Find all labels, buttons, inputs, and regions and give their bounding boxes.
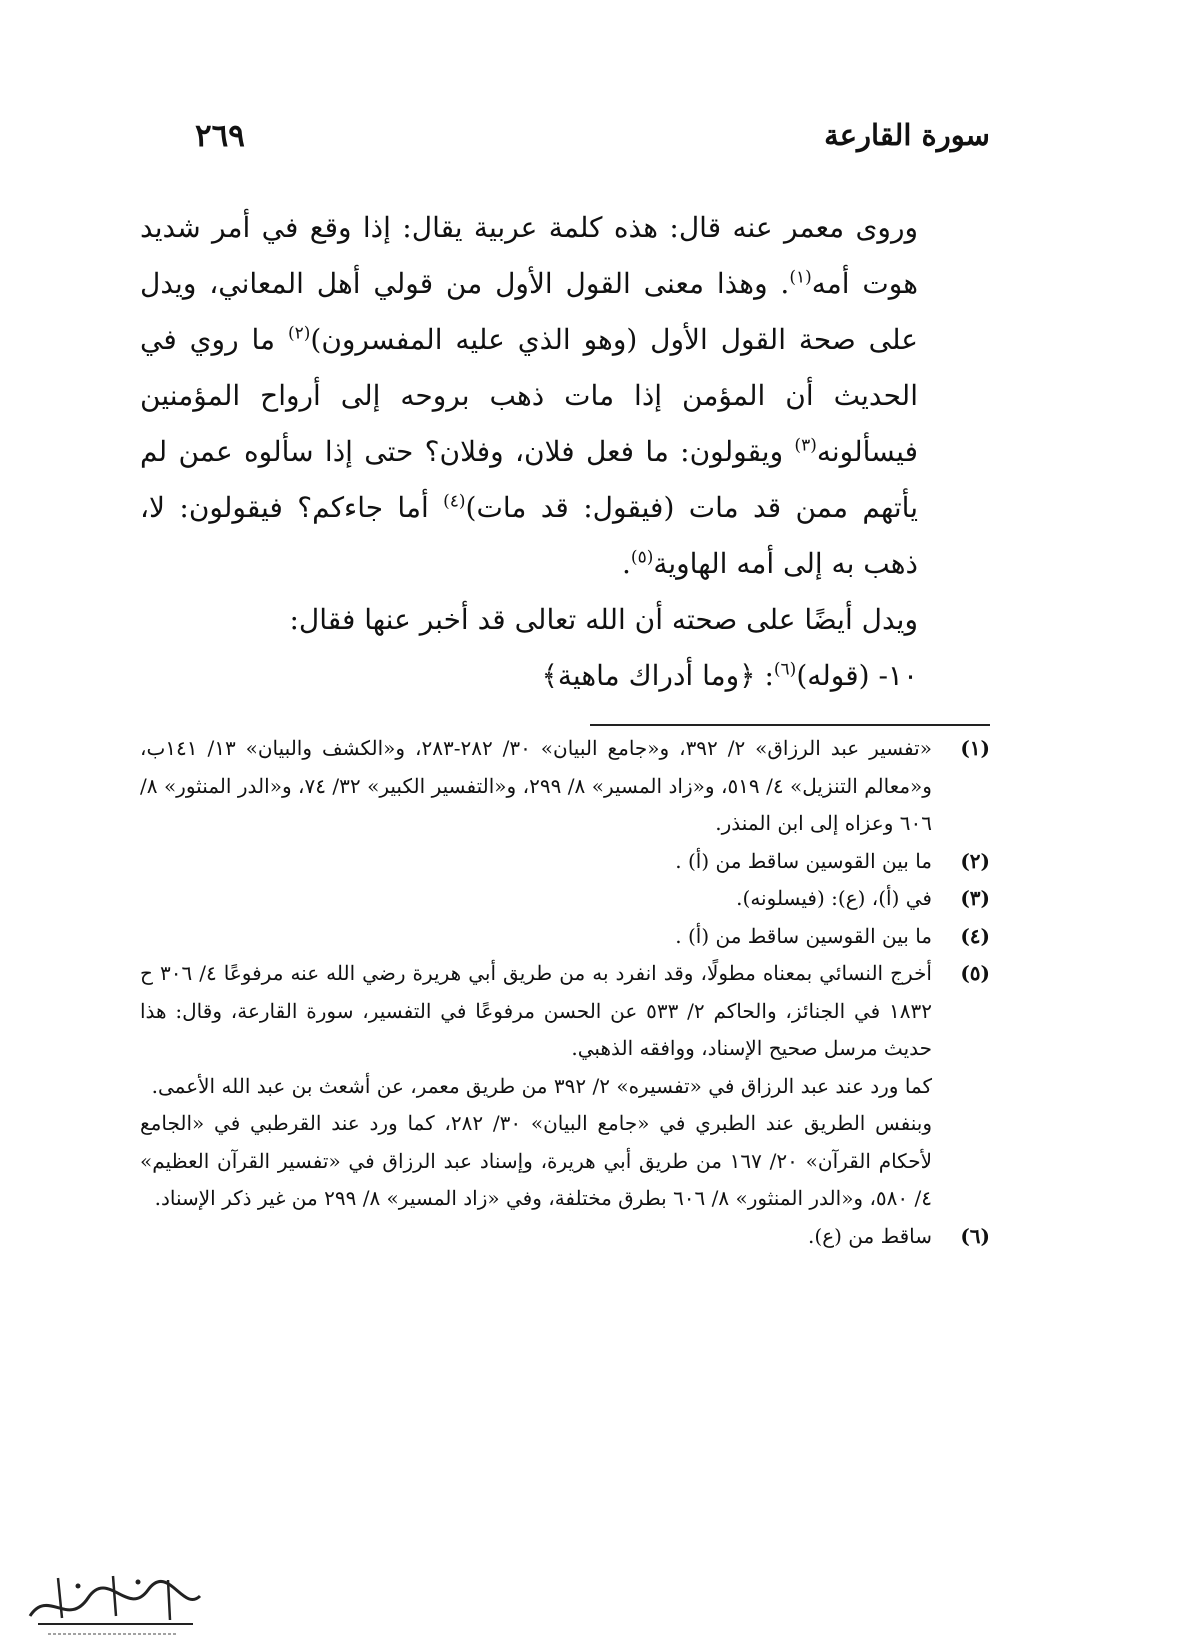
- footnote-text: ما بين القوسين ساقط من (أ) .: [675, 848, 932, 873]
- footnote-number: (٢): [960, 848, 990, 873]
- footnote-separator: [590, 724, 990, 726]
- footnote-ref: (٦): [773, 659, 797, 680]
- footnote-4: [140, 918, 990, 956]
- footnote-number: (٥): [960, 961, 990, 985]
- footnote-6: [140, 1218, 990, 1256]
- footnote-1: [140, 730, 990, 843]
- footnote-number: (٦): [960, 1223, 990, 1248]
- text-segment: وروى معمر عنه قال: هذه كلمة عربية يقال: إذا وقع في أمر شديد هوت أمه: [140, 211, 918, 300]
- footnote-ref: (٣): [794, 435, 817, 456]
- publisher-calligraphy-logo-icon: [18, 1568, 208, 1640]
- footnote-ref: (٥): [630, 547, 654, 568]
- footnote-ref: (٤): [443, 491, 466, 512]
- footnote-3: [140, 880, 990, 918]
- text-segment: . وهذا معنى القول الأول من قولي أهل المعاني، ويدل على صحة القول الأول (وهو الذي عليه المفسرون): [140, 267, 918, 356]
- footnote-text: في (أ)، (ع): (فيسلونه).: [736, 886, 932, 910]
- footnotes: [140, 730, 990, 1255]
- verse-heading: [140, 648, 990, 704]
- footnote-text: ساقط من (ع).: [808, 1223, 932, 1248]
- page-number: ٢٦٩: [195, 118, 245, 154]
- verse-text: : ﴿وما أدراك ماهية﴾: [541, 659, 774, 692]
- paragraph-1: [140, 200, 990, 592]
- footnote-text: أخرج النسائي بمعناه مطولًا، وقد انفرد به من طريق أبي هريرة رضي الله عنه مرفوعًا ٤/ ٣٠٦ ح ١٨٣٢ في الجنائز، والحاكم ٢/ ٥٣٣ عن الحسن مرفوعًا في التفسير، سورة القارعة، وقال: هذا حديث مرسل صحيح الإسناد، ووافقه الذهبي.: [140, 961, 932, 1060]
- footnote-number: (١): [960, 736, 990, 760]
- text-segment: أما جاءكم؟ فيقولون: لا، ذهب به إلى أمه الهاوية: [140, 491, 918, 580]
- page-header: [195, 118, 990, 168]
- footnote-ref: (١): [789, 267, 812, 288]
- footnote-ref: (٢): [287, 323, 311, 344]
- footnote-text: ما بين القوسين ساقط من (أ) .: [675, 923, 932, 948]
- text-segment: ١٠- (قوله): [796, 659, 918, 692]
- footnote-2: [140, 843, 990, 881]
- chapter-title: سورة القارعة: [824, 118, 990, 152]
- footnote-number: (٤): [960, 923, 990, 948]
- footnote-number: (٣): [960, 886, 990, 910]
- main-text: [140, 200, 990, 704]
- footnote-text: وبنفس الطريق عند الطبري في «جامع البيان» ٣٠/ ٢٨٢، كما ورد عند القرطبي في «الجامع لأحكام القرآن» ٢٠/ ١٦٧ من طريق أبي هريرة، وإسناد عبد الرزاق في «تفسير القرآن العظيم» ٤/ ٥٨٠، و«الدر المنثور» ٨/ ٦٠٦ بطرق مختلفة، وفي «زاد المسير» ٨/ ٢٩٩ من غير ذكر الإسناد.: [140, 1111, 932, 1210]
- paragraph-2: ويدل أيضًا على صحته أن الله تعالى قد أخبر عنها فقال:: [289, 603, 918, 636]
- text-segment: .: [622, 547, 631, 580]
- text-segment: ويقولون: ما فعل فلان، وفلان؟ حتى إذا سألوه عمن لم يأتهم ممن قد مات (فيقول: قد مات): [140, 435, 919, 524]
- footnote-text: كما ورد عند عبد الرزاق في «تفسيره» ٢/ ٣٩٢ من طريق معمر، عن أشعث بن عبد الله الأعمى.: [151, 1073, 932, 1098]
- text-segment: ما روي في الحديث أن المؤمن إذا مات ذهب بروحه إلى أرواح المؤمنين فيسألونه: [140, 323, 918, 468]
- footnote-5: [140, 955, 990, 1218]
- footnote-text: «تفسير عبد الرزاق» ٢/ ٣٩٢، و«جامع البيان» ٣٠/ ٢٨٢-٢٨٣، و«الكشف والبيان» ١٣/ ١٤١ب، و«معالم التنزيل» ٤/ ٥١٩، و«زاد المسير» ٨/ ٢٩٩، و«التفسير الكبير» ٣٢/ ٧٤، و«الدر المنثور» ٨/ ٦٠٦ وعزاه إلى ابن المنذر.: [140, 736, 932, 835]
